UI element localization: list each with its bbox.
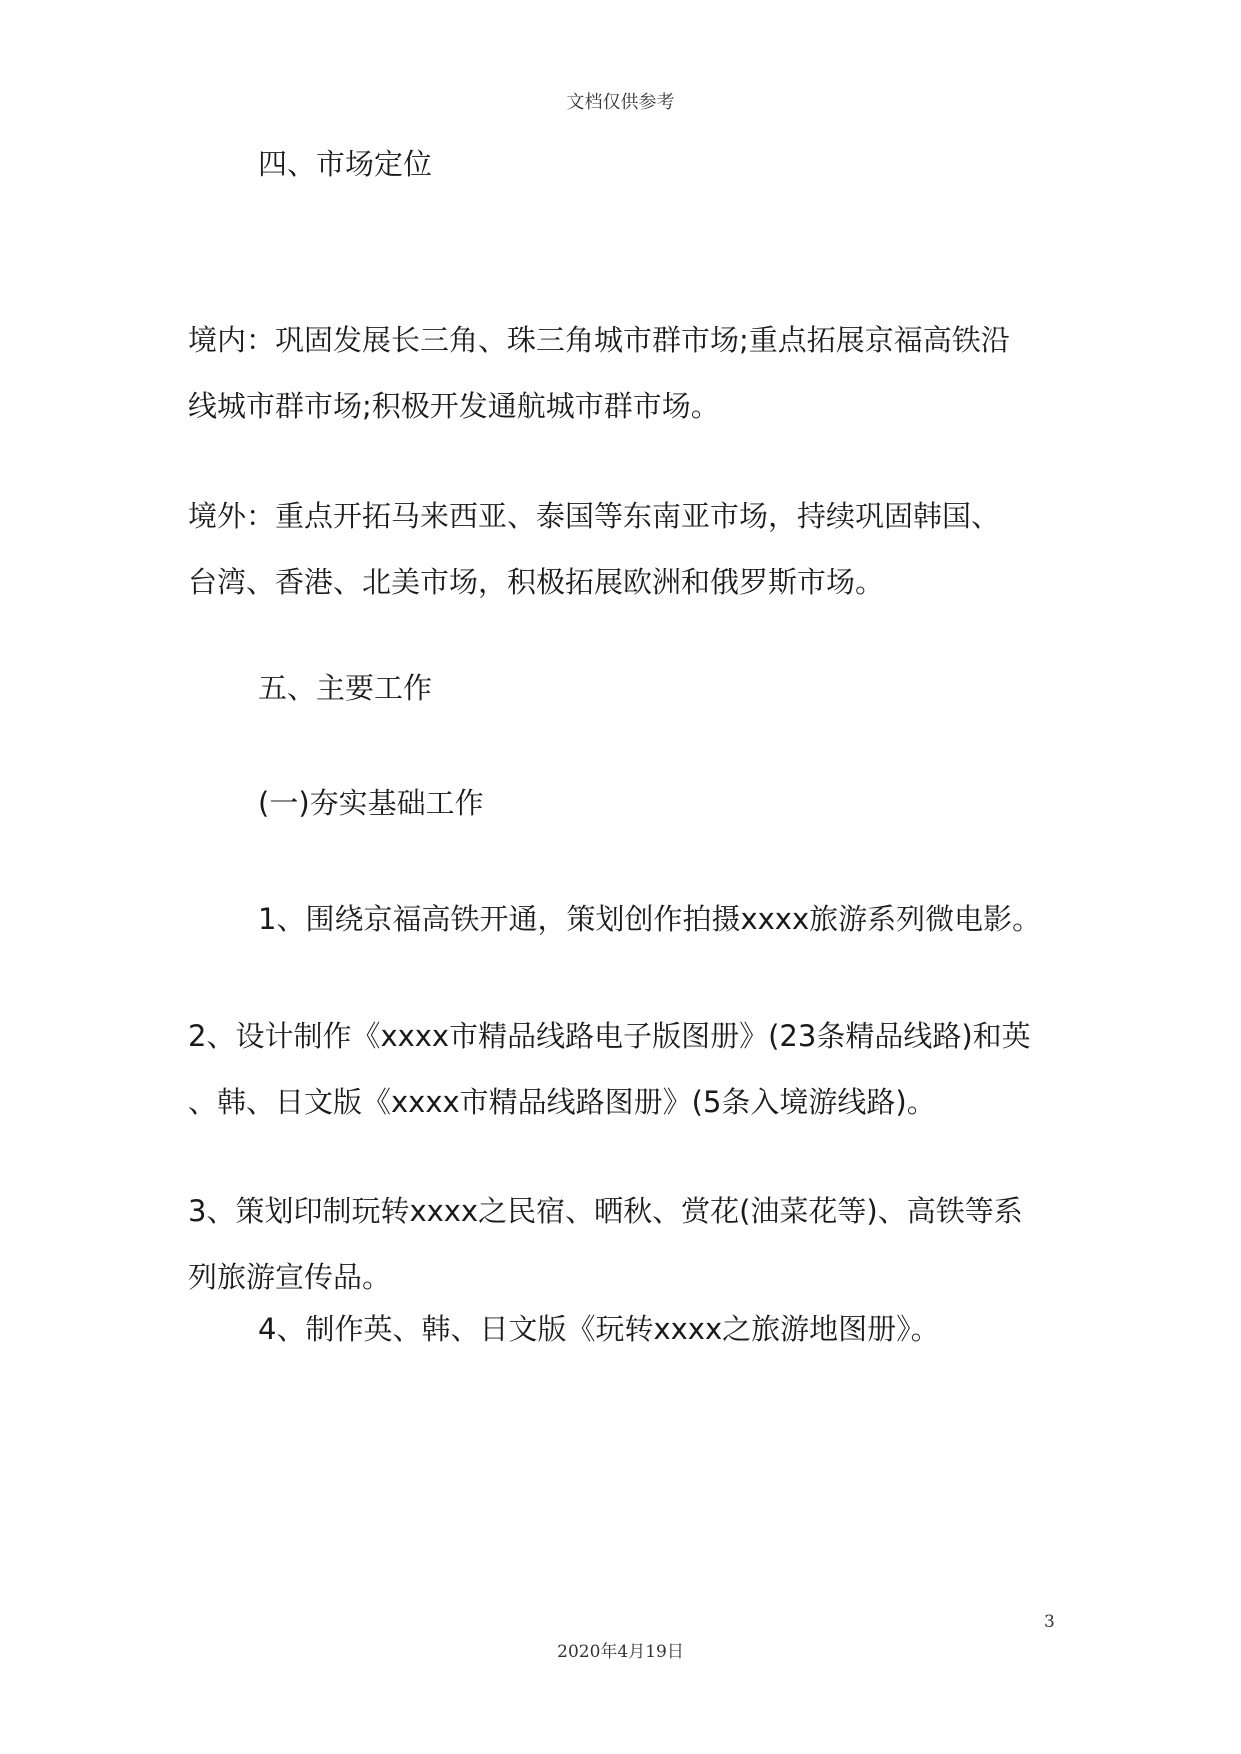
paragraph-line: 境外：重点开拓马来西亚、泰国等东南亚市场，持续巩固韩国、 — [188, 499, 1001, 533]
paragraph-domestic — [188, 307, 1068, 439]
paragraph-overseas — [188, 483, 1068, 615]
subsection-heading-foundation: (一)夯实基础工作 — [258, 786, 484, 820]
paragraph-line: 列旅游宣传品。 — [188, 1260, 392, 1294]
list-item-4: 4、制作英、韩、日文版《玩转xxxx之旅游地图册》。 — [258, 1312, 940, 1346]
section-heading-main-work: 五、主要工作 — [258, 671, 433, 705]
paragraph-line: 境内：巩固发展长三角、珠三角城市群市场;重点拓展京福高铁沿 — [188, 323, 1010, 357]
section-heading-market-positioning: 四、市场定位 — [258, 147, 433, 181]
document-header: 文档仅供参考 — [566, 92, 675, 113]
paragraph-line: 线城市群市场;积极开发通航城市群市场。 — [188, 389, 720, 423]
list-item-2 — [188, 1003, 1068, 1135]
list-item-1: 1、围绕京福高铁开通，策划创作拍摄xxxx旅游系列微电影。 — [258, 902, 1042, 936]
page-number: 3 — [1044, 1612, 1055, 1632]
paragraph-line: 2、设计制作《xxxx市精品线路电子版图册》(23条精品线路)和英 — [188, 1019, 1031, 1053]
list-item-3 — [188, 1178, 1068, 1310]
footer-date: 2020年4月19日 — [557, 1642, 684, 1662]
paragraph-line: 台湾、香港、北美市场，积极拓展欧洲和俄罗斯市场。 — [188, 565, 885, 599]
paragraph-line: 3、策划印制玩转xxxx之民宿、晒秋、赏花(油菜花等)、高铁等系 — [188, 1194, 1023, 1228]
paragraph-line: 、韩、日文版《xxxx市精品线路图册》(5条入境游线路)。 — [188, 1085, 936, 1119]
